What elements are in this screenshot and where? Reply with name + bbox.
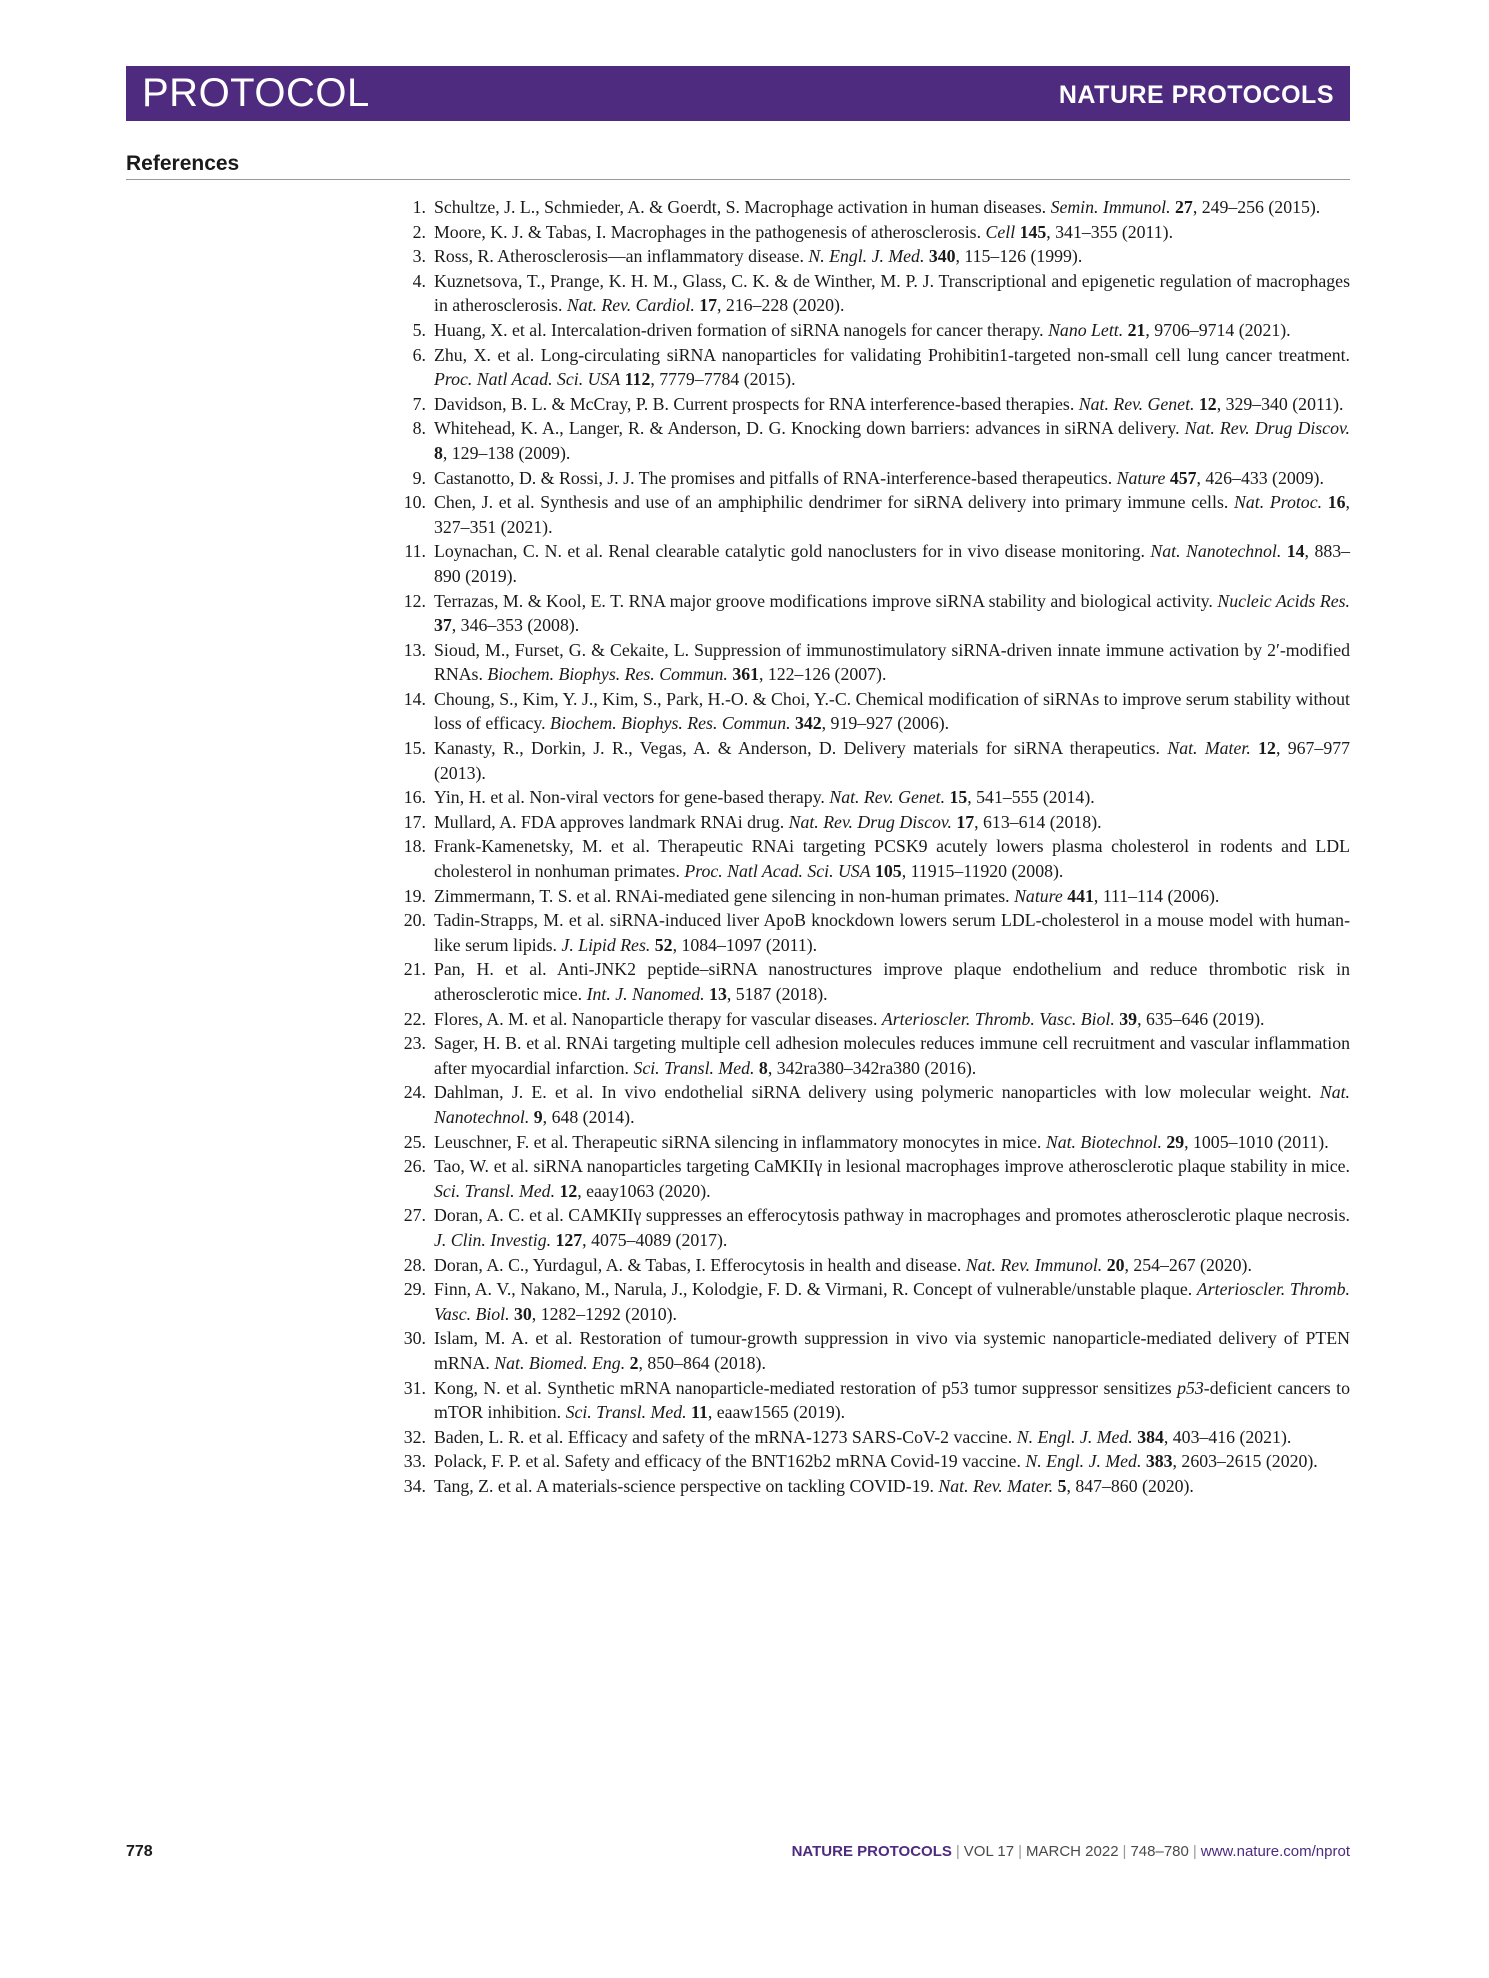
citation-segment: Mullard, A. FDA approves landmark RNAi drug. [434,811,789,832]
reference-number: 12. [403,590,426,611]
journal-name: Arterioscler. Thromb. Vasc. Biol. [881,1008,1115,1029]
reference-text [434,812,1102,832]
volume-number: 39 [1119,1008,1138,1029]
reference-number: 25. [403,1131,426,1152]
reference-item [388,638,1350,687]
reference-item [388,1007,1350,1032]
reference-number: 8. [412,418,426,439]
reference-number: 26. [403,1156,426,1177]
volume-number: 20 [1106,1254,1125,1275]
reference-text [434,1476,1194,1496]
reference-text [434,1279,1350,1324]
reference-item [388,220,1350,245]
volume-number: 361 [732,664,759,685]
reference-text [434,959,1350,1004]
reference-number: 27. [403,1205,426,1226]
citation-segment: , 111–114 (2006). [1093,885,1220,906]
heading-divider [126,179,1350,180]
reference-item [388,343,1350,392]
volume-number: 127 [555,1229,583,1250]
citation-segment: Huang, X. et al. Intercalation-driven formation of siRNA nanogels for cancer therapy. [434,319,1049,340]
citation-segment: Tang, Z. et al. A materials-science perspective on tackling COVID-19. [434,1475,939,1496]
volume-number: 383 [1145,1451,1173,1472]
citation-segment: Leuschner, F. et al. Therapeutic siRNA silencing in inflammatory monocytes in mice. [434,1131,1046,1152]
volume-number: 9 [533,1106,543,1127]
volume-number: 441 [1067,885,1094,906]
reference-number: 31. [403,1377,426,1398]
volume-number: 112 [624,369,651,390]
citation-segment: , 129–138 (2009). [442,442,571,463]
reference-text [434,1451,1318,1471]
reference-text [434,640,1350,685]
citation-segment: , 342ra380–342ra380 (2016). [767,1057,977,1078]
citation-segment: , 254–267 (2020). [1124,1254,1252,1275]
citation-segment: Whitehead, K. A., Langer, R. & Anderson, D. G. Knocking down barriers: advances in siRNA delivery. [434,418,1185,439]
citation-segment: Zhu, X. et al. Long-circulating siRNA nanoparticles for validating Prohibitin1-targeted non-small cell lung cancer treatment. [434,344,1350,365]
journal-name: Semin. Immunol. [1050,197,1171,217]
citation-segment: , 115–126 (1999). [955,246,1083,267]
journal-name: Nat. Rev. Cardiol. [566,295,695,316]
volume-number: 457 [1169,467,1197,488]
reference-number: 21. [403,959,426,980]
reference-number: 1. [412,197,426,217]
journal-name: Nat. Nanotechnol. [434,1082,1350,1127]
reference-item [388,810,1350,835]
citation-segment: , 648 (2014). [542,1106,635,1127]
citation-segment: , 426–433 (2009). [1196,467,1324,488]
citation-segment: , 11915–11920 (2008). [901,861,1064,882]
reference-text [434,1082,1350,1127]
citation-segment: Polack, F. P. et al. Safety and efficacy of the BNT162b2 mRNA Covid-19 vaccine. [434,1451,1026,1472]
citation-segment: , 1005–1010 (2011). [1184,1131,1329,1152]
volume-number: 30 [514,1303,532,1324]
reference-item [388,466,1350,491]
citation-segment: Doran, A. C., Yurdagul, A. & Tabas, I. Efferocytosis in health and disease. [434,1254,966,1275]
article-type-label: PROTOCOL [142,71,370,115]
journal-name: Nat. Protoc. [1234,492,1323,513]
reference-item [388,392,1350,417]
citation-segment: Sioud, M., Furset, G. & Cekaite, L. Suppression of immunostimulatory siRNA-driven innate immune activation by 2′-modified RNAs. [434,639,1350,685]
citation-segment: Loynachan, C. N. et al. Renal clearable catalytic gold nanoclusters for in vivo disease monitoring. [434,541,1151,562]
volume-number: 14 [1286,541,1305,562]
reference-text [434,394,1343,414]
citation-segment: Terrazas, M. & Kool, E. T. RNA major groove modifications improve siRNA stability and biological activity. [434,590,1218,611]
reference-number: 4. [412,270,426,291]
citation-segment: , 847–860 (2020). [1066,1475,1194,1496]
reference-number: 5. [412,319,426,340]
header-bar [126,66,1350,121]
volume-number: 105 [875,861,902,882]
journal-name: Nat. Rev. Immunol. [965,1254,1103,1275]
citation-segment: Kanasty, R., Dorkin, J. R., Vegas, A. & Anderson, D. Delivery materials for siRNA therapeutics. [434,738,1168,759]
citation-segment: Baden, L. R. et al. Efficacy and safety of the mRNA-1273 SARS-CoV-2 vaccine. [434,1426,1017,1447]
volume-number: 17 [956,811,975,832]
footer-volume: VOL 17 [963,1843,1015,1860]
reference-text [434,1156,1350,1201]
footer-separator: | [1018,1843,1022,1860]
reference-item [388,1376,1350,1425]
volume-number: 21 [1127,319,1146,340]
reference-item [388,1031,1350,1080]
reference-text [434,541,1350,586]
journal-name: Cell [985,221,1016,242]
reference-text [434,886,1219,906]
volume-number: 27 [1175,197,1193,217]
journal-name: Sci. Transl. Med. [434,1180,556,1201]
reference-item [388,195,1350,220]
reference-number: 15. [403,738,426,759]
footer-pages: 748–780 [1130,1843,1189,1860]
citation-segment: , 346–353 (2008). [451,615,580,636]
reference-text [434,689,1350,734]
journal-name-label: NATURE PROTOCOLS [1058,81,1334,109]
reference-item [388,269,1350,318]
reference-text [434,197,1320,217]
reference-number: 3. [412,246,426,267]
reference-text [434,246,1082,266]
footer-journal: NATURE PROTOCOLS [791,1843,952,1860]
citation-segment: , 1084–1097 (2011). [672,934,818,955]
citation-segment: , 1282–1292 (2010). [531,1303,677,1324]
volume-number: 8 [434,442,443,463]
journal-name: J. Lipid Res. [561,934,651,955]
volume-number: 12 [1258,738,1276,759]
reference-number: 7. [412,393,426,414]
citation-segment: , 967–977 (2013). [434,738,1350,783]
reference-text [434,910,1350,955]
reference-item [388,318,1350,343]
volume-number: 13 [709,984,727,1004]
reference-item [388,1425,1350,1450]
reference-text [434,591,1350,636]
citation-segment: Flores, A. M. et al. Nanoparticle therapy for vascular diseases. [434,1008,882,1029]
reference-number: 24. [403,1082,426,1103]
reference-text [434,1009,1264,1029]
journal-name: Biochem. Biophys. Res. Commun. [487,664,728,685]
reference-item [388,834,1350,883]
reference-item [388,1474,1350,1499]
reference-text [434,1378,1350,1423]
citation-segment: , 2603–2615 (2020). [1172,1451,1318,1472]
reference-text [434,1132,1329,1152]
journal-name: Arterioscler. Thromb. Vasc. Biol. [434,1279,1350,1324]
footer-url-link[interactable]: www.nature.com/nprot [1200,1843,1350,1860]
citation-segment: , eaaw1565 (2019). [707,1402,846,1423]
citation-segment: , 7779–7784 (2015). [650,369,796,390]
journal-name: Proc. Natl Acad. Sci. USA [434,369,621,390]
reference-text [434,1033,1350,1078]
journal-name: Nat. Nanotechnol. [1150,541,1282,562]
volume-number: 8 [758,1057,768,1078]
reference-text [434,836,1350,881]
citation-segment: Finn, A. V., Nakano, M., Narula, J., Kolodgie, F. D. & Virmani, R. Concept of vulnerable/unstable plaque. [434,1279,1197,1300]
journal-name: Biochem. Biophys. Res. Commun. [550,713,791,734]
journal-name: Nat. Biotechnol. [1045,1131,1162,1152]
reference-item [388,1154,1350,1203]
citation-segment: , 541–555 (2014). [967,787,1095,808]
citation-segment: , 403–416 (2021). [1163,1426,1292,1447]
citation-segment: Castanotto, D. & Rossi, J. J. The promises and pitfalls of RNA-interference-based therapeutics. [434,467,1117,488]
reference-text [434,418,1350,463]
reference-number: 33. [403,1451,426,1472]
citation-segment: Yin, H. et al. Non-viral vectors for gene-based therapy. [434,787,830,808]
citation-segment: -deficient cancers to mTOR inhibition. [434,1377,1350,1423]
footer-date: MARCH 2022 [1026,1843,1119,1860]
citation-segment: Tao, W. et al. siRNA nanoparticles targeting CaMKIIγ in lesional macrophages improve atherosclerotic plaque stability in mice. [434,1156,1350,1177]
reference-text [434,1205,1350,1250]
volume-number: 5 [1057,1475,1067,1496]
volume-number: 15 [949,787,968,808]
reference-item [388,1130,1350,1155]
journal-name: Nat. Mater. [1167,738,1251,759]
reference-number: 28. [403,1254,426,1275]
volume-number: 16 [1327,492,1346,513]
journal-name: Nat. Rev. Drug Discov. [1184,418,1350,439]
journal-name: Sci. Transl. Med. [565,1402,687,1423]
citation-segment: , 635–646 (2019). [1137,1008,1265,1029]
reference-item [388,1253,1350,1278]
citation-segment: , eaay1063 (2020). [577,1180,711,1201]
reference-item [388,589,1350,638]
reference-text [434,468,1324,488]
citation-segment: , 341–355 (2011). [1046,221,1174,242]
footer-separator: | [1122,1843,1127,1860]
citation-segment: Ross, R. Atherosclerosis—an inflammatory disease. [434,246,809,267]
reference-item [388,687,1350,736]
journal-name: Int. J. Nanomed. [586,984,705,1004]
volume-number: 340 [928,246,956,267]
citation-segment: Chen, J. et al. Synthesis and use of an amphiphilic dendrimer for siRNA delivery into primary immune cells. [434,492,1235,513]
reference-number: 10. [403,492,426,513]
footer-separator: | [1192,1843,1197,1860]
footer-separator: | [955,1843,960,1860]
volume-number: 12 [1198,393,1217,414]
journal-name: Nature [1116,467,1166,488]
citation-segment: Zimmermann, T. S. et al. RNAi-mediated gene silencing in non-human primates. [434,885,1015,906]
reference-number: 20. [403,910,426,931]
reference-number: 18. [403,836,426,857]
reference-number: 9. [412,467,426,488]
reference-number: 14. [403,688,426,709]
citation-segment: , 329–340 (2011). [1216,393,1344,414]
journal-name: N. Engl. J. Med. [808,246,925,267]
volume-number: 11 [691,1402,708,1423]
citation-segment: , 919–927 (2006). [821,713,950,734]
journal-name: Nano Lett. [1048,319,1124,340]
volume-number: 145 [1019,221,1047,242]
reference-item [388,1080,1350,1129]
journal-name: N. Engl. J. Med. [1016,1426,1133,1447]
references-heading: References [126,152,240,175]
journal-name: Proc. Natl Acad. Sci. USA [684,861,871,882]
citation-segment: , 9706–9714 (2021). [1145,319,1291,340]
citation-segment: Islam, M. A. et al. Restoration of tumour-growth suppression in vivo via systemic nanoparticle-mediated delivery of PTEN mRNA. [434,1328,1350,1373]
reference-item [388,244,1350,269]
reference-number: 19. [403,885,426,906]
reference-item [388,884,1350,909]
reference-text [434,1427,1291,1447]
citation-segment: , 122–126 (2007). [758,664,887,685]
citation-segment: , 249–256 (2015). [1192,197,1321,217]
volume-number: 17 [699,295,717,316]
citation-segment: Moore, K. J. & Tabas, I. Macrophages in the pathogenesis of atherosclerosis. [434,221,986,242]
reference-number: 32. [403,1426,426,1447]
volume-number: 384 [1137,1426,1164,1447]
citation-segment: , 850–864 (2018). [638,1352,766,1373]
citation-segment: Kong, N. et al. Synthetic mRNA nanoparticle-mediated restoration of p53 tumor suppressor sensitizes [434,1377,1178,1398]
citation-segment: Choung, S., Kim, Y. J., Kim, S., Park, H.-O. & Choi, Y.-C. Chemical modification of siRNAs to improve serum stability without loss of efficacy. [434,688,1350,734]
journal-name: Nat. Rev. Genet. [829,787,946,808]
page-number: 778 [126,1843,153,1860]
reference-text [434,492,1350,537]
volume-number: 2 [629,1352,639,1373]
reference-text [434,787,1095,807]
reference-item [388,736,1350,785]
volume-number: 52 [654,934,673,955]
reference-number: 22. [403,1008,426,1029]
journal-name: Nature [1014,885,1063,906]
citation-segment: Kuznetsova, T., Prange, K. H. M., Glass, C. K. & de Winther, M. P. J. Transcriptional and epigenetic regulation of macrophages in atherosclerosis. [434,270,1350,316]
citation-segment: , 613–614 (2018). [974,811,1102,832]
reference-text [434,222,1173,242]
reference-item [388,957,1350,1006]
citation-segment: Frank-Kamenetsky, M. et al. Therapeutic RNAi targeting PCSK9 acutely lowers plasma cholesterol in rodents and LDL cholesterol in nonhuman primates. [434,836,1350,882]
citation-segment: Tadin-Strapps, M. et al. siRNA-induced liver ApoB knockdown lowers serum LDL-cholesterol in a mouse model with human-like serum lipids. [434,910,1350,955]
volume-number: 29 [1166,1131,1185,1152]
reference-text [434,320,1291,340]
reference-number: 13. [403,639,426,660]
reference-item [388,416,1350,465]
citation-segment: , 327–351 (2021). [434,492,1350,537]
footer-citation [792,1843,1350,1860]
volume-number: 342 [794,713,822,734]
reference-number: 11. [404,541,426,562]
reference-number: 17. [403,811,426,832]
journal-name: p53 [1177,1377,1204,1398]
reference-item [388,1203,1350,1252]
journal-name: Nucleic Acids Res. [1217,590,1350,611]
journal-name: Nat. Biomed. Eng. [494,1352,626,1373]
reference-item [388,1326,1350,1375]
reference-item [388,1277,1350,1326]
citation-segment: Pan, H. et al. Anti-JNK2 peptide–siRNA nanostructures improve plaque endothelium and reduce thrombotic risk in atherosclerotic mice. [434,959,1350,1004]
reference-number: 23. [403,1033,426,1054]
reference-text [434,271,1350,316]
journal-name: Nat. Rev. Mater. [938,1475,1054,1496]
reference-item [388,539,1350,588]
journal-name: Nat. Rev. Drug Discov. [788,811,952,832]
reference-text [434,345,1350,390]
citation-segment: Schultze, J. L., Schmieder, A. & Goerdt, S. Macrophage activation in human diseases. [434,197,1051,217]
reference-number: 2. [412,221,426,242]
journal-name: J. Clin. Investig. [434,1229,552,1250]
reference-item [388,1449,1350,1474]
volume-number: 12 [559,1180,578,1201]
reference-number: 34. [403,1475,426,1496]
citation-segment: , 883–890 (2019). [434,541,1351,586]
reference-list [388,195,1350,1498]
reference-text [434,738,1350,783]
reference-number: 16. [403,787,426,808]
reference-item [388,785,1350,810]
journal-name: N. Engl. J. Med. [1025,1451,1142,1472]
reference-text [434,1328,1350,1373]
citation-segment: Dahlman, J. E. et al. In vivo endothelial siRNA delivery using polymeric nanoparticles with low molecular weight. [434,1082,1320,1103]
journal-name: Nat. Rev. Genet. [1078,393,1195,414]
reference-item [388,908,1350,957]
reference-number: 30. [403,1328,426,1349]
reference-item [388,490,1350,539]
citation-segment: , 5187 (2018). [726,984,828,1004]
citation-segment: Davidson, B. L. & McCray, P. B. Current prospects for RNA interference-based therapies. [434,393,1079,414]
citation-segment: , 216–228 (2020). [717,295,845,316]
citation-segment: , 4075–4089 (2017). [582,1229,728,1250]
reference-number: 6. [412,344,426,365]
reference-text [434,1255,1252,1275]
journal-name: Sci. Transl. Med. [633,1057,755,1078]
citation-segment: Doran, A. C. et al. CAMKIIγ suppresses an efferocytosis pathway in macrophages and promotes atherosclerotic plaque necrosis. [434,1205,1350,1226]
citation-segment: Sager, H. B. et al. RNAi targeting multiple cell adhesion molecules reduces immune cell recruitment and vascular inflammation after myocardial infarction. [434,1033,1350,1078]
reference-number: 29. [403,1279,426,1300]
volume-number: 37 [434,615,452,636]
